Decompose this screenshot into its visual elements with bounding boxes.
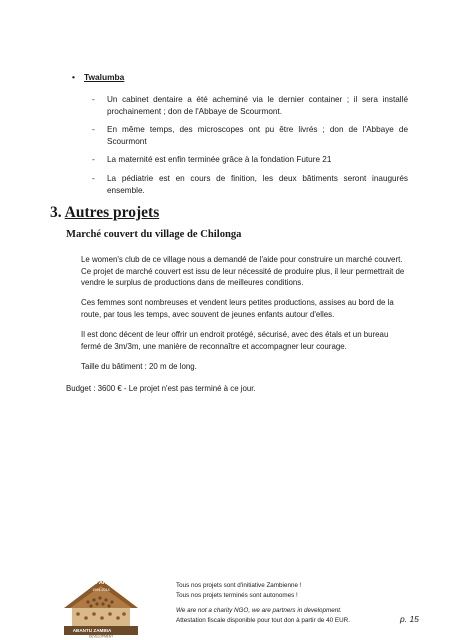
list-item: - En même temps, des microscopes ont pu être livrés ; don de l'Abbaye de Scourmont (92, 125, 408, 146)
paragraph: Il est donc décent de leur offrir un endroit protégé, sécurisé, avec des étals et un bureau fermé de 3m/3m, une manière de reconnaître et accompagner leur courage. (81, 330, 389, 351)
footer-line: Tous nos projets sont d'initiative Zambienne ! (176, 582, 302, 589)
bullet-item-twalumba (72, 72, 125, 82)
paragraph: Le women's club de ce village nous a demandé de l'aide pour construire un marché couvert. Ce projet de marché couvert est issu de leur nécessité de produire plus, il leur permettrait de vendre le surplus de productions dans de meilleures conditions. (81, 255, 405, 288)
list-item: - La maternité est enfin terminée grâce à la fondation Future 21 (92, 155, 332, 165)
list-item: - Un cabinet dentaire a été acheminé via le dernier container ; il sera installé prochainement ; don de l'Abbaye de Scourmont. (92, 95, 408, 116)
svg-text:DEVELOPMENT: DEVELOPMENT (88, 634, 114, 638)
footer (176, 581, 350, 625)
page-number: p. 15 (400, 614, 419, 624)
section-number: 3. (50, 204, 62, 221)
bullet-label: Twalumba (84, 72, 125, 82)
footer-line: Attestation fiscale disponible pour tout don à partir de 40 EUR. (176, 616, 350, 624)
svg-text:1994-2014: 1994-2014 (92, 588, 110, 592)
subsection-title: Marché couvert du village de Chilonga (66, 229, 242, 240)
list-item: - La pédiatrie est en cours de finition, les deux bâtiments seront inaugurés ensemble. (92, 173, 408, 195)
svg-text:ABANTU ZAMBIA: ABANTU ZAMBIA (72, 628, 112, 634)
section-title-text: Autres projets (64, 204, 160, 221)
paragraph: Taille du bâtiment : 20 m de long. (81, 362, 197, 371)
footer-line: Tous nos projets terminés sont autonomes ! (176, 591, 298, 599)
budget-line: Budget : 3600 € - Le projet n'est pas terminé à ce jour. (66, 384, 256, 393)
bullet-dot: • (72, 72, 75, 82)
dash-list (92, 94, 408, 203)
footer-line: We are not a charity NGO, we are partners in development. (176, 607, 342, 615)
paragraph: Ces femmes sont nombreuses et vendent leurs petites productions, assises au bord de la route, par tous les temps, avec souvent de jeunes enfants autour d'elles. (81, 298, 394, 319)
house-logo-icon (58, 574, 144, 638)
section-title (50, 204, 159, 222)
svg-text:20 ANS: 20 ANS (91, 580, 111, 586)
